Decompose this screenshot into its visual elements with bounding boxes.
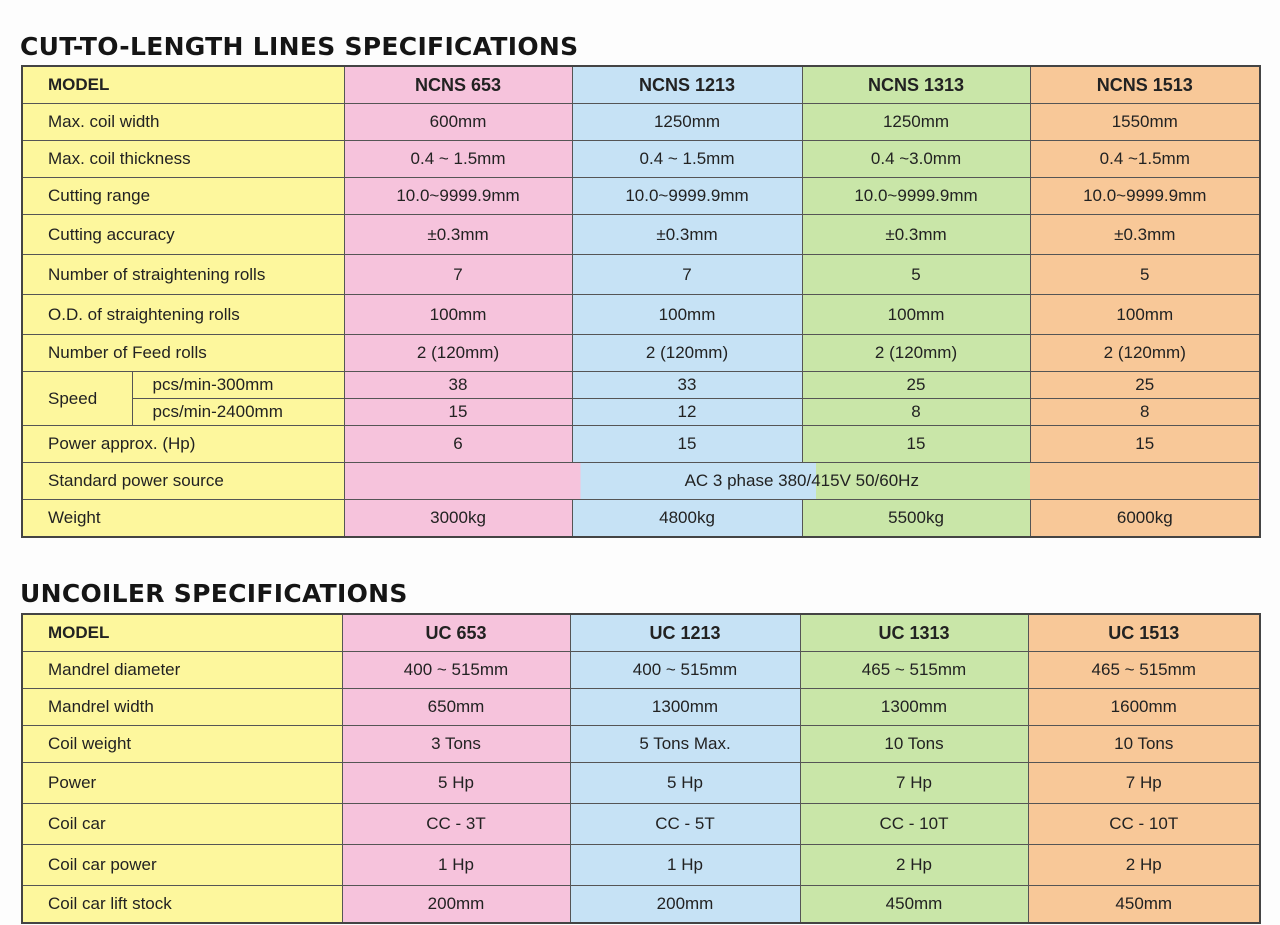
table-row <box>22 255 1260 295</box>
speed-sub-label: pcs/min-2400mm <box>132 399 344 426</box>
cell: CC - 3T <box>342 804 570 845</box>
table-row <box>22 763 1260 804</box>
cell: 450mm <box>800 886 1028 924</box>
cell: 100mm <box>802 295 1030 335</box>
cell: 10.0~9999.9mm <box>344 178 572 215</box>
cell: 5 <box>802 255 1030 295</box>
row-label: Mandrel diameter <box>22 652 342 689</box>
cell: 7 Hp <box>1028 763 1260 804</box>
table-header-row <box>22 614 1260 652</box>
cell: 10.0~9999.9mm <box>572 178 802 215</box>
cut-to-length-title: CUT-TO-LENGTH LINES SPECIFICATIONS <box>20 32 579 61</box>
cell: 5500kg <box>802 500 1030 538</box>
row-label: Coil car power <box>22 845 342 886</box>
table-row <box>22 652 1260 689</box>
cell: 1250mm <box>802 104 1030 141</box>
table-row <box>22 689 1260 726</box>
model-header: NCNS 1313 <box>802 66 1030 104</box>
cell: ±0.3mm <box>1030 215 1260 255</box>
row-label: Standard power source <box>22 463 344 500</box>
cell: 15 <box>802 426 1030 463</box>
cell: CC - 5T <box>570 804 800 845</box>
cell: 2 (120mm) <box>572 335 802 372</box>
model-header: NCNS 653 <box>344 66 572 104</box>
cell: 12 <box>572 399 802 426</box>
cell: 8 <box>802 399 1030 426</box>
speed-sub-label: pcs/min-300mm <box>132 372 344 399</box>
cell: 4800kg <box>572 500 802 538</box>
cell: ±0.3mm <box>344 215 572 255</box>
row-label: Max. coil thickness <box>22 141 344 178</box>
row-label: O.D. of straightening rolls <box>22 295 344 335</box>
cell: CC - 10T <box>800 804 1028 845</box>
cell: 200mm <box>570 886 800 924</box>
cut-to-length-spec-table <box>21 65 1261 538</box>
cell: 0.4 ~ 1.5mm <box>344 141 572 178</box>
cell: 0.4 ~ 1.5mm <box>572 141 802 178</box>
cell: 2 (120mm) <box>344 335 572 372</box>
uncoiler-spec-table <box>21 613 1261 924</box>
table-row <box>22 295 1260 335</box>
cell: 5 Tons Max. <box>570 726 800 763</box>
cell: 10 Tons <box>800 726 1028 763</box>
row-label: Power approx. (Hp) <box>22 426 344 463</box>
table-row <box>22 141 1260 178</box>
row-label: Max. coil width <box>22 104 344 141</box>
table-row <box>22 335 1260 372</box>
table-row <box>22 104 1260 141</box>
cell: 33 <box>572 372 802 399</box>
cell: 1 Hp <box>342 845 570 886</box>
cell: 100mm <box>1030 295 1260 335</box>
row-label: Power <box>22 763 342 804</box>
model-header-label: MODEL <box>22 614 342 652</box>
cell: 650mm <box>342 689 570 726</box>
row-label: Cutting range <box>22 178 344 215</box>
cell: 10.0~9999.9mm <box>1030 178 1260 215</box>
cell: 1550mm <box>1030 104 1260 141</box>
model-header-label: MODEL <box>22 66 344 104</box>
row-label: Cutting accuracy <box>22 215 344 255</box>
cell: 2 Hp <box>800 845 1028 886</box>
cell: 400 ~ 515mm <box>342 652 570 689</box>
cell: 15 <box>1030 426 1260 463</box>
cell: ±0.3mm <box>802 215 1030 255</box>
table-header-row <box>22 66 1260 104</box>
cell: 6 <box>344 426 572 463</box>
cell: 450mm <box>1028 886 1260 924</box>
cell: 7 Hp <box>800 763 1028 804</box>
row-label: Weight <box>22 500 344 538</box>
row-label: Number of Feed rolls <box>22 335 344 372</box>
cell: 25 <box>1030 372 1260 399</box>
cell: 5 <box>1030 255 1260 295</box>
row-label: Number of straightening rolls <box>22 255 344 295</box>
table-row <box>22 372 1260 399</box>
table-row <box>22 178 1260 215</box>
cell: 2 Hp <box>1028 845 1260 886</box>
model-header: NCNS 1213 <box>572 66 802 104</box>
cell: CC - 10T <box>1028 804 1260 845</box>
cell: 7 <box>572 255 802 295</box>
model-header: UC 1313 <box>800 614 1028 652</box>
cell: 465 ~ 515mm <box>1028 652 1260 689</box>
cell: 6000kg <box>1030 500 1260 538</box>
row-label: Mandrel width <box>22 689 342 726</box>
cell: 10.0~9999.9mm <box>802 178 1030 215</box>
cell: 0.4 ~3.0mm <box>802 141 1030 178</box>
cell: 1300mm <box>800 689 1028 726</box>
table-row <box>22 726 1260 763</box>
model-header: UC 653 <box>342 614 570 652</box>
cell: 5 Hp <box>342 763 570 804</box>
model-header: UC 1213 <box>570 614 800 652</box>
table-row <box>22 215 1260 255</box>
cell: 3 Tons <box>342 726 570 763</box>
cell: 25 <box>802 372 1030 399</box>
table-row <box>22 886 1260 924</box>
model-header: NCNS 1513 <box>1030 66 1260 104</box>
cell: 0.4 ~1.5mm <box>1030 141 1260 178</box>
cell: 1 Hp <box>570 845 800 886</box>
row-label: Coil car <box>22 804 342 845</box>
cell: 1600mm <box>1028 689 1260 726</box>
cell: 1300mm <box>570 689 800 726</box>
table-row <box>22 845 1260 886</box>
row-label: Coil weight <box>22 726 342 763</box>
row-label: Coil car lift stock <box>22 886 342 924</box>
table-row <box>22 463 1260 500</box>
model-header: UC 1513 <box>1028 614 1260 652</box>
cell: 465 ~ 515mm <box>800 652 1028 689</box>
cell: 2 (120mm) <box>802 335 1030 372</box>
cell: 8 <box>1030 399 1260 426</box>
cell: 1250mm <box>572 104 802 141</box>
cell: 400 ~ 515mm <box>570 652 800 689</box>
cell: 600mm <box>344 104 572 141</box>
cell: 7 <box>344 255 572 295</box>
cell: 10 Tons <box>1028 726 1260 763</box>
uncoiler-title: UNCOILER SPECIFICATIONS <box>20 579 408 608</box>
cell: 15 <box>572 426 802 463</box>
cell: 5 Hp <box>570 763 800 804</box>
cell: 100mm <box>344 295 572 335</box>
table-row <box>22 804 1260 845</box>
cell: 2 (120mm) <box>1030 335 1260 372</box>
speed-label: Speed <box>22 372 132 426</box>
cell: 15 <box>344 399 572 426</box>
cell: ±0.3mm <box>572 215 802 255</box>
cell: 100mm <box>572 295 802 335</box>
table-row <box>22 500 1260 538</box>
table-row <box>22 426 1260 463</box>
cell: 200mm <box>342 886 570 924</box>
cell: 3000kg <box>344 500 572 538</box>
cell: 38 <box>344 372 572 399</box>
power-source-cell: AC 3 phase 380/415V 50/60Hz <box>344 463 1260 500</box>
table-row <box>22 399 1260 426</box>
